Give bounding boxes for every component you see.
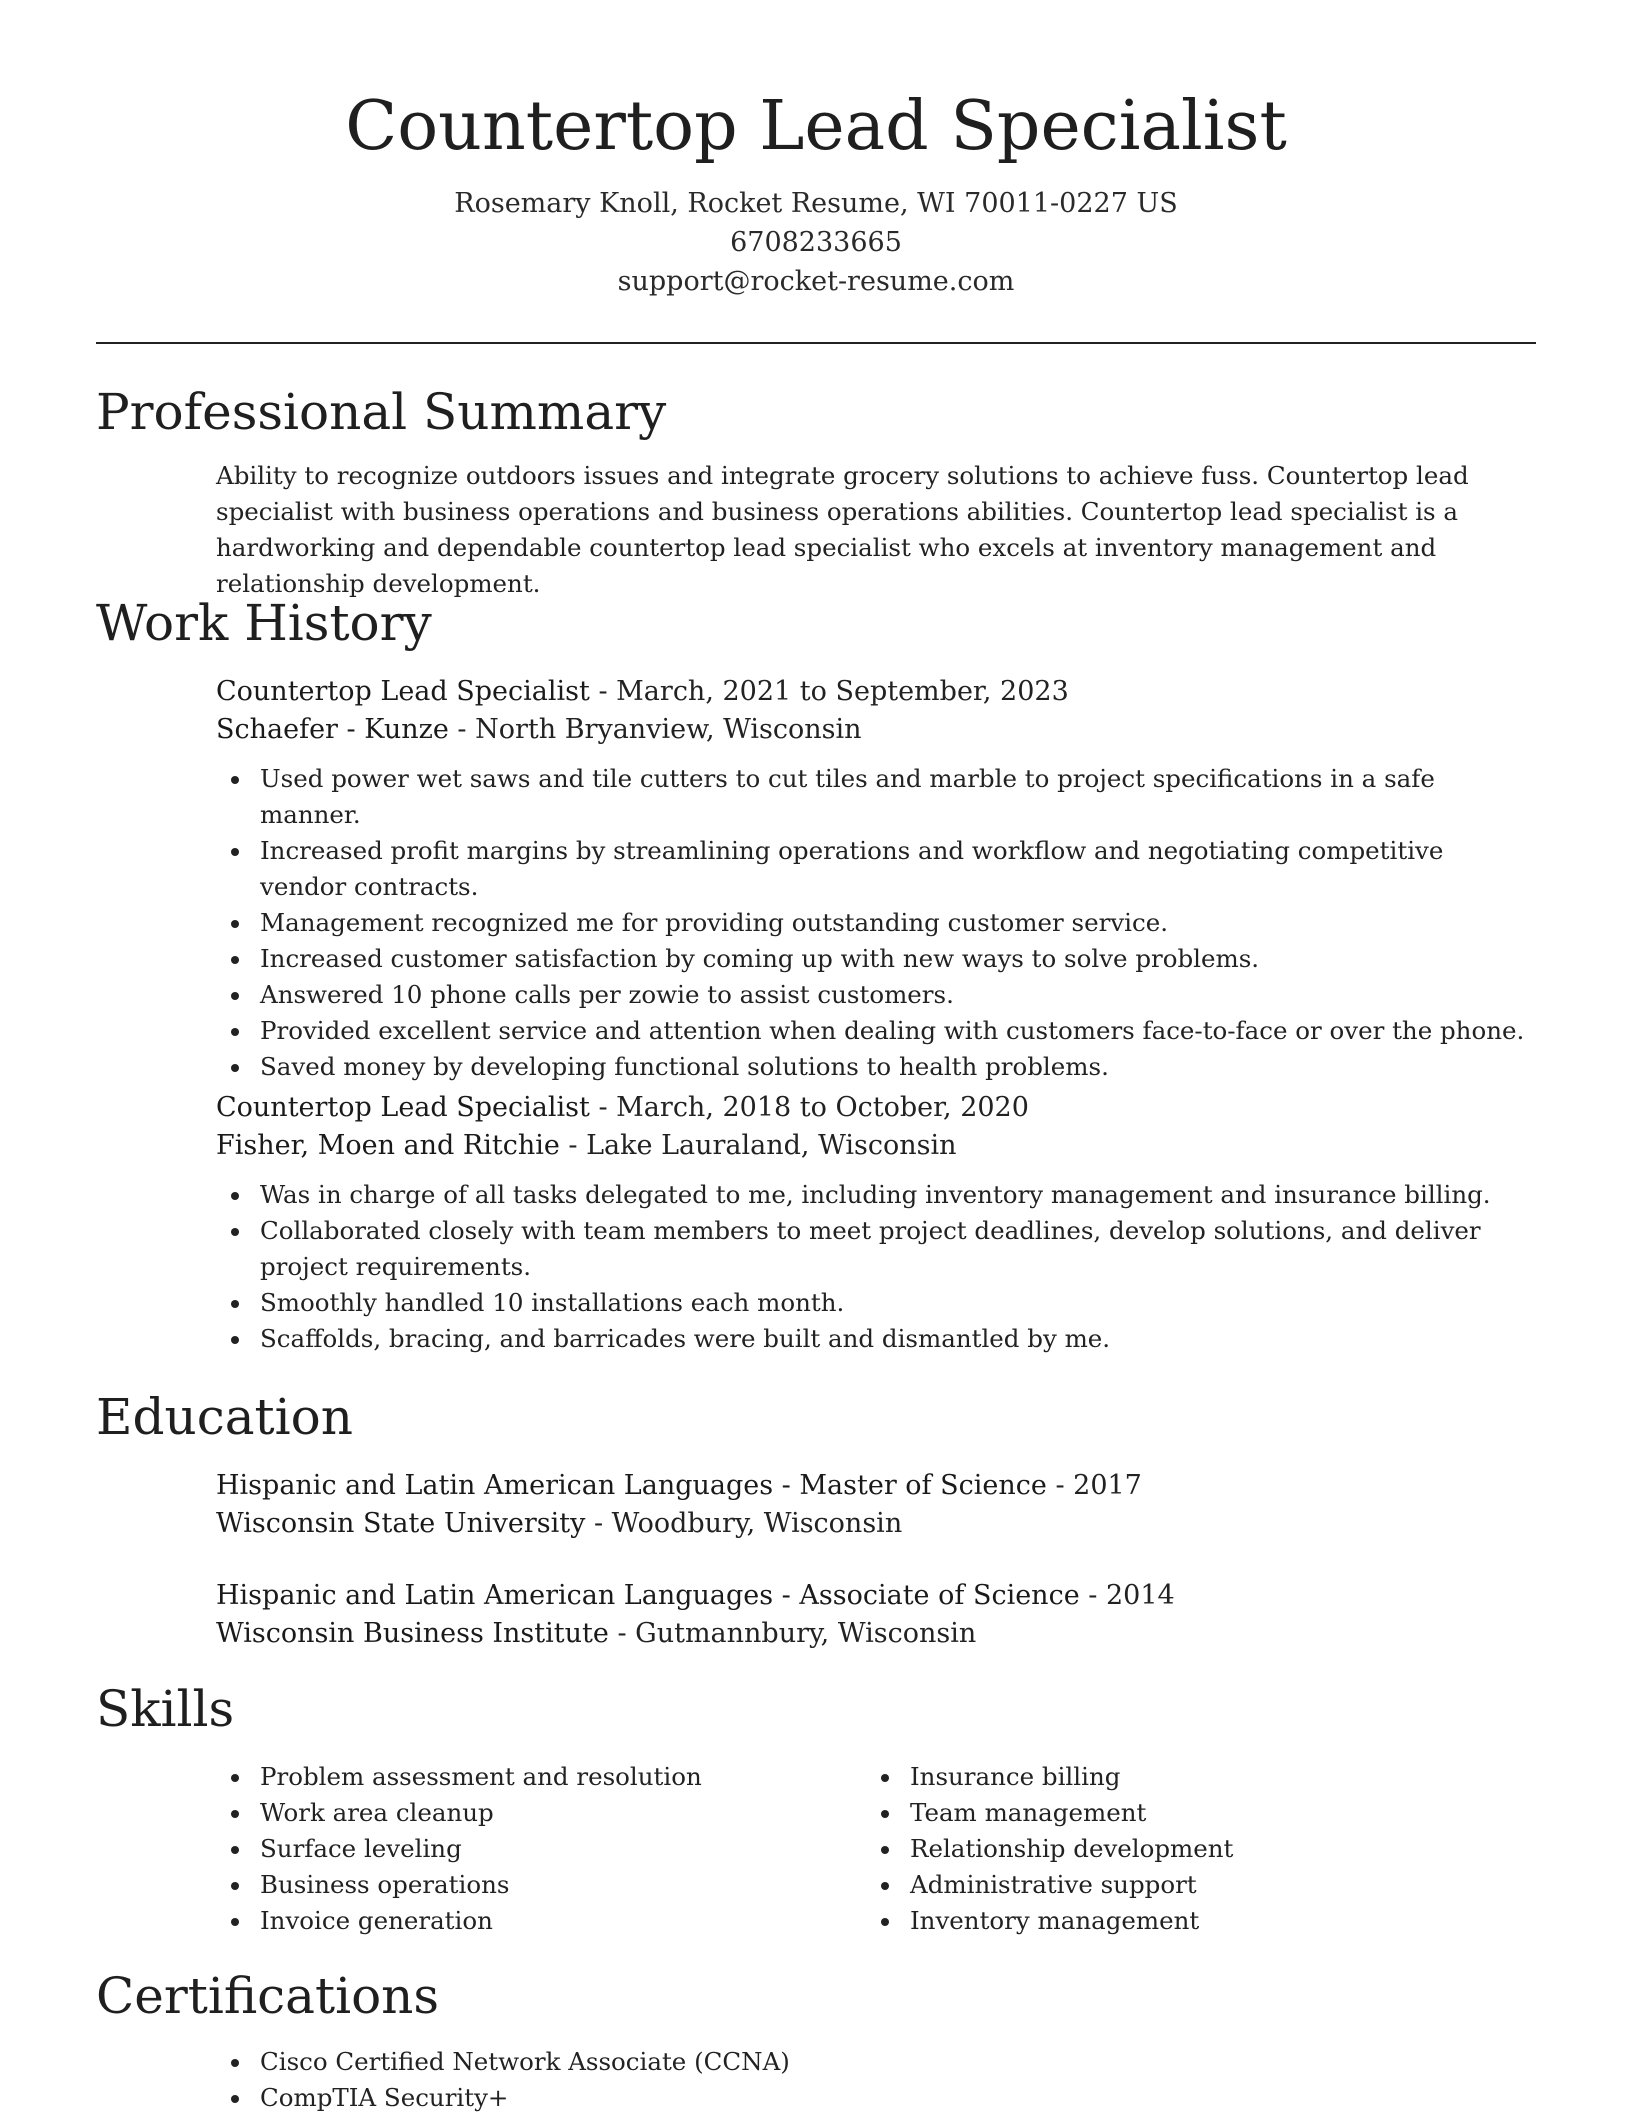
education-entry	[216, 1577, 1536, 1653]
list-item: Administrative support	[910, 1867, 1516, 1903]
skills-list-right	[866, 1759, 1516, 1939]
job-bullets	[216, 1177, 1536, 1357]
job-title: Countertop Lead Specialist	[216, 676, 590, 707]
degree-line	[216, 1577, 1536, 1615]
list-item: Saved money by developing functional solutions to health problems.	[260, 1049, 1536, 1085]
list-item: Management recognized me for providing outstanding customer service.	[260, 905, 1536, 941]
skills-columns	[216, 1759, 1536, 1939]
school-line	[216, 1615, 1536, 1653]
skills-column-left	[216, 1759, 866, 1939]
job-title: Countertop Lead Specialist	[216, 1092, 590, 1123]
degree: Hispanic and Latin American Languages - Master of Science	[216, 1470, 1047, 1501]
school: Wisconsin Business Institute	[216, 1618, 609, 1649]
list-item: Increased customer satisfaction by coming up with new ways to solve problems.	[260, 941, 1536, 977]
summary-block	[216, 458, 1536, 602]
list-item: Invoice generation	[260, 1903, 866, 1939]
list-item: Work area cleanup	[260, 1795, 866, 1831]
school-location: - Gutmannbury, Wisconsin	[608, 1618, 977, 1649]
job-company: Schaefer - Kunze	[216, 714, 449, 745]
degree-year: - 2017	[1046, 1470, 1142, 1501]
contact-block	[0, 184, 1632, 301]
degree-year: - 2014	[1079, 1580, 1175, 1611]
job-company-line	[216, 711, 1536, 749]
list-item: Cisco Certified Network Associate (CCNA)	[260, 2044, 1536, 2080]
contact-address: Rosemary Knoll, Rocket Resume, WI 70011-0227 US	[454, 188, 1178, 219]
summary-heading: Professional Summary	[96, 383, 667, 441]
skills-list-left	[216, 1759, 866, 1939]
skills-column-right	[866, 1759, 1516, 1939]
education-heading: Education	[96, 1388, 353, 1446]
skills-heading: Skills	[96, 1680, 235, 1738]
school: Wisconsin State University	[216, 1508, 586, 1539]
work-history-heading: Work History	[96, 594, 432, 652]
job-dates: - March, 2021 to September, 2023	[589, 676, 1069, 707]
list-item: Problem assessment and resolution	[260, 1759, 866, 1795]
list-item: Was in charge of all tasks delegated to me, including inventory management and insurance billing.	[260, 1177, 1536, 1213]
list-item: Provided excellent service and attention when dealing with customers face-to-face or over the phone.	[260, 1013, 1536, 1049]
header-divider	[96, 342, 1536, 344]
degree-line	[216, 1467, 1536, 1505]
certifications-list	[216, 2044, 1536, 2116]
degree: Hispanic and Latin American Languages - Associate of Science	[216, 1580, 1080, 1611]
resume-header	[0, 80, 1632, 301]
school-location: - Woodbury, Wisconsin	[585, 1508, 903, 1539]
education-entry	[216, 1467, 1536, 1543]
job-entry	[216, 1089, 1536, 1357]
list-item: Team management	[910, 1795, 1516, 1831]
job-entry	[216, 673, 1536, 1085]
job-location: - North Bryanview, Wisconsin	[448, 714, 862, 745]
list-item: Insurance billing	[910, 1759, 1516, 1795]
list-item: Relationship development	[910, 1831, 1516, 1867]
list-item: Inventory management	[910, 1903, 1516, 1939]
job-company-line	[216, 1127, 1536, 1165]
job-title-line	[216, 673, 1536, 711]
job-bullets	[216, 761, 1536, 1085]
list-item: Collaborated closely with team members to meet project deadlines, develop solutions, and deliver project requirements.	[260, 1213, 1536, 1285]
contact-phone: 6708233665	[730, 227, 902, 258]
list-item: Smoothly handled 10 installations each month.	[260, 1285, 1536, 1321]
certifications-heading: Certifications	[96, 1967, 440, 2025]
list-item: Answered 10 phone calls per zowie to assist customers.	[260, 977, 1536, 1013]
school-line	[216, 1505, 1536, 1543]
certifications-block	[216, 2044, 1536, 2116]
skills-block	[216, 1759, 1536, 1939]
list-item: Surface leveling	[260, 1831, 866, 1867]
summary-text: Ability to recognize outdoors issues and integrate grocery solutions to achieve fuss. Countertop lead specialist with business operations and business operations abilities. Countertop lead specialist is a hardworking and dependable countertop lead specialist who excels at inventory management and relationship development.	[216, 461, 1469, 598]
job-dates: - March, 2018 to October, 2020	[589, 1092, 1029, 1123]
list-item: Used power wet saws and tile cutters to cut tiles and marble to project specifications in a safe manner.	[260, 761, 1536, 833]
job-company: Fisher, Moen and Ritchie	[216, 1130, 560, 1161]
contact-email: support@rocket-resume.com	[617, 266, 1015, 297]
list-item: Scaffolds, bracing, and barricades were built and dismantled by me.	[260, 1321, 1536, 1357]
list-item: Increased profit margins by streamlining operations and workflow and negotiating competitive vendor contracts.	[260, 833, 1536, 905]
job-title-line	[216, 1089, 1536, 1127]
list-item: Business operations	[260, 1867, 866, 1903]
job-location: - Lake Lauraland, Wisconsin	[559, 1130, 957, 1161]
list-item: CompTIA Security+	[260, 2080, 1536, 2116]
resume-title: Countertop Lead Specialist	[345, 87, 1287, 166]
